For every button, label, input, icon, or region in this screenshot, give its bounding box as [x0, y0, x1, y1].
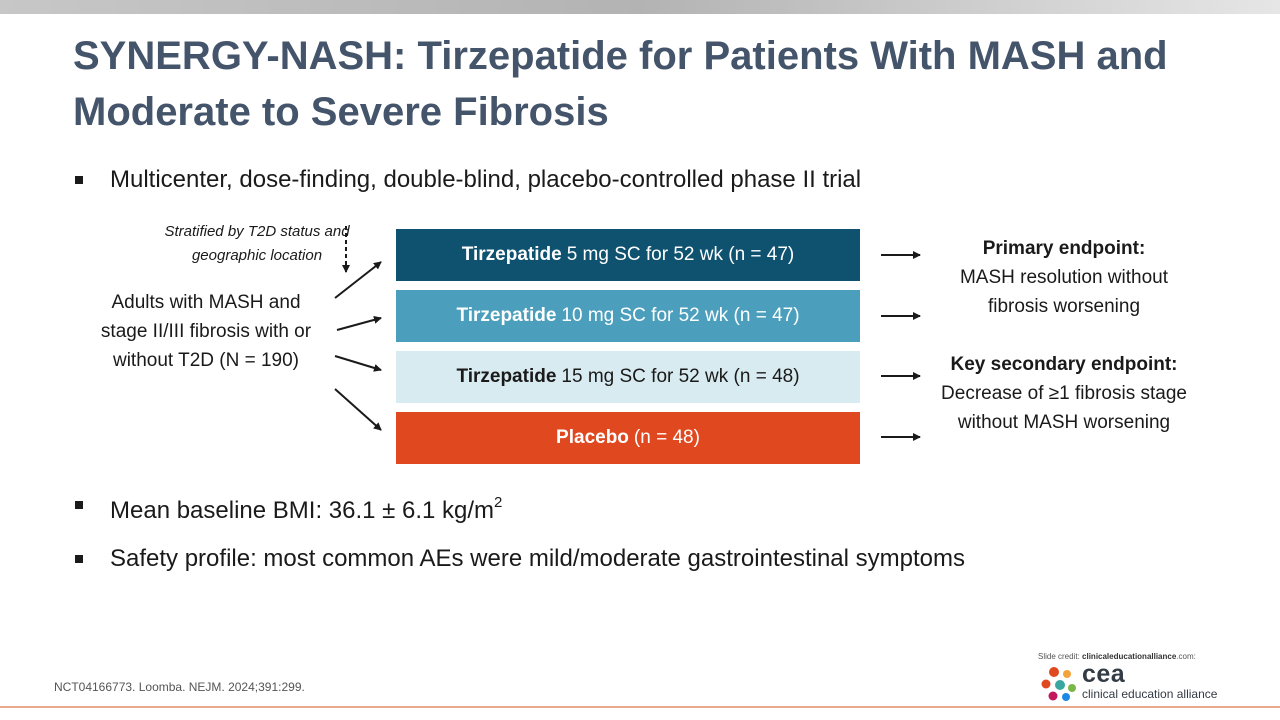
- arm-detail: (n = 48): [633, 427, 700, 448]
- arm-name: Placebo: [556, 427, 629, 448]
- bullet-square-icon: [75, 501, 83, 509]
- arm-name: Tirzepatide: [456, 366, 557, 387]
- secondary-endpoint-heading: Key secondary endpoint:: [950, 354, 1178, 375]
- arm-detail: 5 mg SC for 52 wk (n = 47): [566, 244, 795, 265]
- bmi-value: Mean baseline BMI: 36.1 ± 6.1 kg/m: [110, 497, 495, 524]
- arm-detail: 10 mg SC for 52 wk (n = 47): [561, 305, 800, 326]
- bullet-square-icon: [75, 555, 83, 563]
- logo-subtext: clinical education alliance: [1082, 687, 1218, 701]
- arrow-to-arm-1: [335, 262, 381, 298]
- bullet-bmi-text: [110, 490, 502, 526]
- arrow-to-arm-4: [335, 389, 381, 430]
- cea-logo-icon: [1040, 664, 1080, 704]
- credit-suffix: .com:: [1176, 652, 1196, 661]
- arrow-to-arm-2: [337, 318, 381, 330]
- secondary-endpoint-text: Decrease of ≥1 fibrosis stage without MASH worsening: [941, 383, 1187, 433]
- population-label: Adults with MASH and stage II/III fibrosis with or without T2D (N = 190): [100, 292, 312, 371]
- arrow-to-arm-3: [335, 356, 381, 370]
- credit-label: Slide credit:: [1038, 652, 1083, 661]
- bottom-accent-line: [0, 706, 1280, 708]
- arm-detail: 15 mg SC for 52 wk (n = 48): [561, 366, 800, 387]
- primary-endpoint-heading: Primary endpoint:: [982, 238, 1146, 259]
- bullet-design-text: Multicenter, dose-finding, double-blind, placebo-controlled phase II trial: [110, 166, 862, 193]
- slide-title: SYNERGY-NASH: Tirzepatide for Patients With MASH and Moderate to Severe Fibrosis: [73, 34, 1168, 134]
- arm-name: Tirzepatide: [461, 244, 562, 265]
- bullet-safety-text: Safety profile: most common AEs were mild/moderate gastrointestinal symptoms: [110, 545, 965, 572]
- bmi-unit-superscript: 2: [494, 494, 503, 511]
- reference-citation: NCT04166773. Loomba. NEJM. 2024;391:299.: [54, 680, 305, 694]
- logo-wordmark: cea: [1082, 660, 1126, 688]
- credit-site: clinicaleducationalliance: [1082, 652, 1177, 661]
- cea-logo: [1040, 660, 1230, 704]
- primary-endpoint-text: MASH resolution without fibrosis worsening: [959, 267, 1169, 317]
- stratification-note: Stratified by T2D status and geographic location: [164, 223, 350, 264]
- arm-name: Tirzepatide: [456, 305, 557, 326]
